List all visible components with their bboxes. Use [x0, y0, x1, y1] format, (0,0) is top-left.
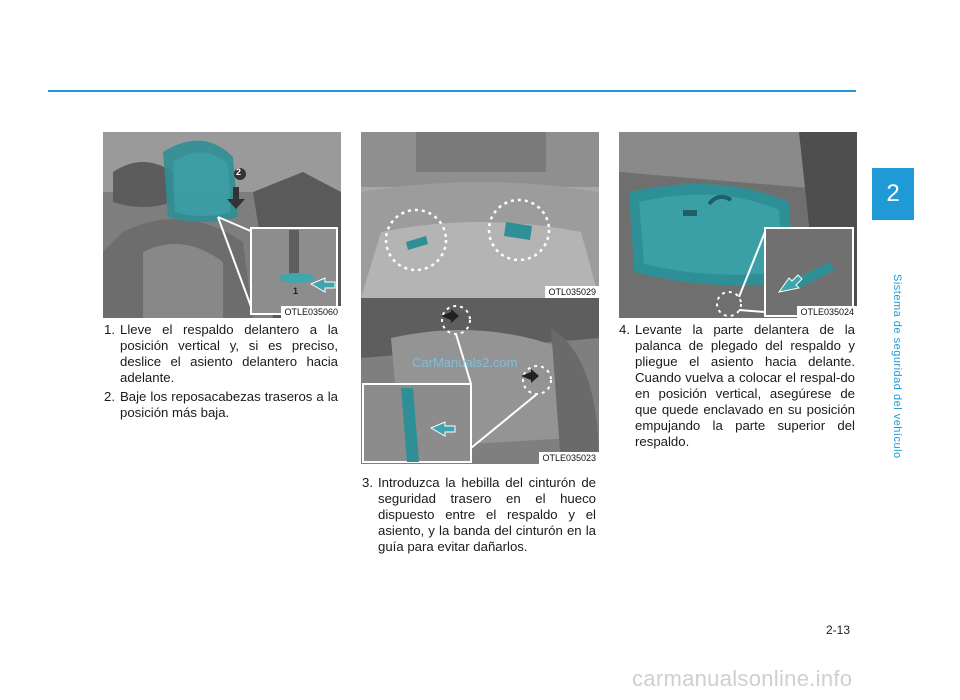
step-number: 4.: [619, 322, 630, 337]
header-rule: [48, 90, 856, 92]
page-number: 2-13: [826, 623, 851, 637]
figure-buckle-slots: [361, 132, 599, 298]
step-2: [104, 389, 338, 421]
step-text: Lleve el respaldo delantero a la posición vertical y, si es preciso, deslice el asiento delantero hacia adelante.: [120, 322, 338, 385]
figure-code: OTLE035023: [539, 452, 599, 464]
callout-number-2: 2: [236, 167, 242, 177]
footer-site-link[interactable]: carmanualsonline.info: [632, 666, 853, 691]
callout-number-1: 1: [293, 286, 299, 296]
step-4: [619, 322, 855, 450]
chapter-tab[interactable]: [872, 168, 914, 220]
watermark: CarManuals2.com: [412, 355, 518, 370]
step-number: 3.: [362, 475, 373, 490]
figure-headrest: [103, 132, 341, 318]
step-text: Levante la parte delantera de la palanca de plegado del respaldo y pliegue el asiento hacia delante. Cuando vuelva a colocar el respal-do en posición vertical, asegúrese de que quede enclavado en su posición empujando la parte superior del respaldo.: [635, 322, 855, 449]
figure-code: OTL035029: [545, 286, 599, 298]
figure-code: OTLE035024: [797, 306, 857, 318]
figure-fold-seat: [619, 132, 857, 318]
step-1: [104, 322, 338, 386]
chapter-title: Sistema de seguridad del vehículo: [891, 274, 903, 459]
chapter-number: 2: [886, 180, 900, 207]
step-number: 1.: [104, 322, 115, 337]
step-text: Baje los reposacabezas traseros a la posición más baja.: [120, 389, 338, 420]
step-number: 2.: [104, 389, 115, 404]
step-text: Introduzca la hebilla del cinturón de seguridad trasero en el hueco dispuesto entre el respaldo y el asiento, y la banda del cinturón en la guía para evitar dañarlos.: [378, 475, 596, 554]
step-3: [362, 475, 596, 555]
figure-code: OTLE035060: [281, 306, 341, 318]
figure-belt-guide: [361, 298, 599, 464]
